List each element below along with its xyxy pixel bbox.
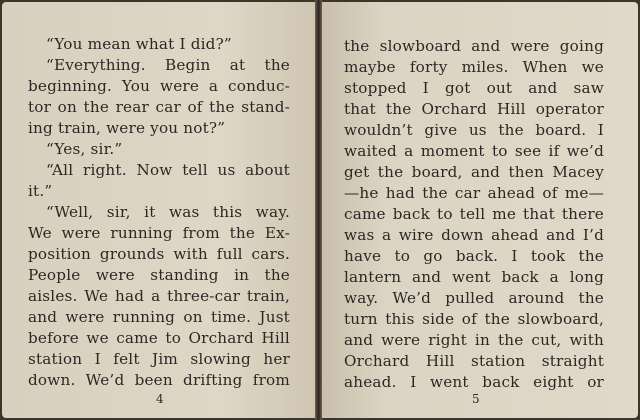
text-line: down. We’d been drifting from (28, 371, 290, 389)
left-page-text (28, 34, 290, 391)
text-line: get the board, and then Macey (344, 163, 604, 181)
text-line: station I felt Jim slowing her (28, 350, 290, 368)
text-line: came back to tell me that there (344, 205, 604, 223)
text-line: way. We’d pulled around the (344, 289, 604, 307)
text-line: beginning. You were a conduc- (28, 77, 290, 95)
book-gutter (315, 0, 322, 420)
text-line: position grounds with full cars. (28, 245, 290, 263)
right-page-text (344, 36, 604, 393)
text-line: lantern and went back a long (344, 268, 604, 286)
text-line: We were running from the Ex- (28, 224, 290, 242)
right-page (322, 2, 638, 418)
text-line: People were standing in the (28, 266, 290, 284)
text-line: waited a moment to see if we’d (344, 142, 604, 160)
text-line: turn this side of the slowboard, (344, 310, 604, 328)
text-line: that the Orchard Hill operator (344, 100, 604, 118)
text-line: —he had the car ahead of me— (344, 184, 604, 202)
text-line: the slowboard and were going (344, 37, 604, 55)
text-line: wouldn’t give us the board. I (344, 121, 604, 139)
text-line: ing train, were you not?” (28, 119, 226, 137)
text-line: Orchard Hill station straight (344, 352, 604, 370)
text-line: tor on the rear car of the stand- (28, 98, 290, 116)
page-number: 5 (472, 392, 480, 406)
text-line: it.” (28, 182, 53, 200)
text-line: “Yes, sir.” (46, 140, 123, 158)
text-line: maybe forty miles. When we (344, 58, 604, 76)
text-line: “All right. Now tell us about (46, 161, 290, 179)
text-line: “You mean what I did?” (46, 35, 232, 53)
text-line: “Well, sir, it was this way. (46, 203, 290, 221)
text-line: have to go back. I took the (344, 247, 604, 265)
text-line: and were right in the cut, with (344, 331, 604, 349)
text-line: ahead. I went back eight or (344, 373, 604, 391)
text-line: and were running on time. Just (28, 308, 290, 326)
text-line: stopped I got out and saw (344, 79, 604, 97)
text-line: was a wire down ahead and I’d (344, 226, 604, 244)
page-number: 4 (156, 392, 164, 406)
text-line: aisles. We had a three-car train, (28, 287, 290, 305)
left-page (2, 2, 315, 418)
text-line: before we came to Orchard Hill (28, 329, 290, 347)
text-line: “Everything. Begin at the (46, 56, 290, 74)
